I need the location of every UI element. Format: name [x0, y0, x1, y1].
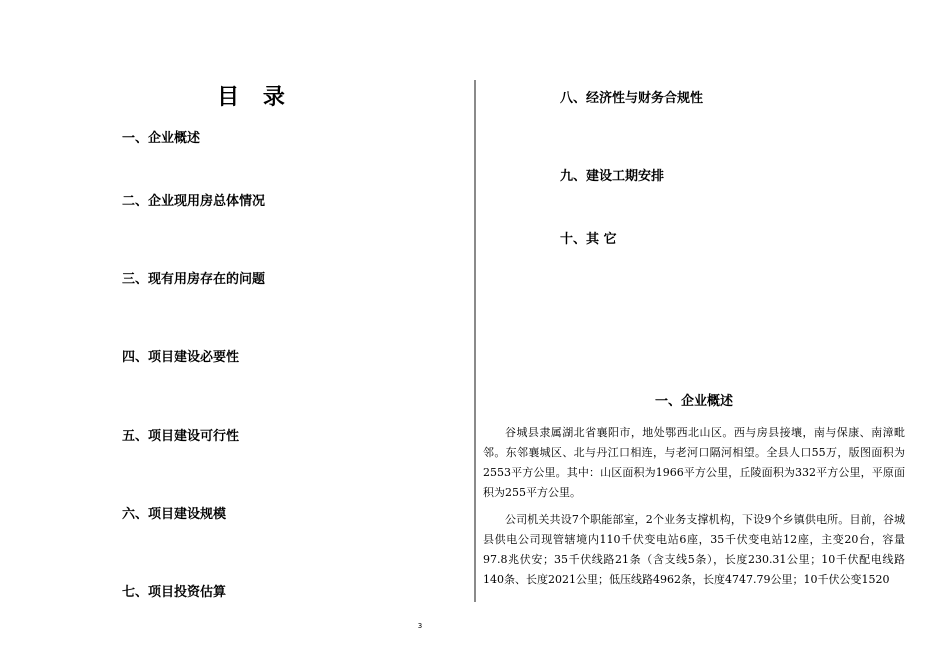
- body-paragraph-1: 谷城县隶属湖北省襄阳市，地处鄂西北山区。西与房县接壤，南与保康、南漳毗邻。东邻襄城区、北与丹江口相连，与老河口隔河相望。全县人口55万，版图面积为2553平方公里。其中：山区面积为1966平方公里，丘陵面积为332平方公里，平原面积为255平方公里。: [483, 426, 905, 499]
- page-number: 3: [417, 622, 423, 630]
- toc-item-4: 四、项目建设必要性: [122, 350, 240, 365]
- toc-item-7: 七、项目投资估算: [122, 585, 227, 600]
- body-paragraph-2: 公司机关共设7个职能部室，2个业务支撑机构，下设9个乡镇供电所。目前，谷城县供电公司现管辖境内110千伏变电站6座，35千伏变电站12座，主变20台，容量97.8兆伏安；35千伏线路21条（含支线5条），长度230.31公里；10千伏配电线路140条、长度2021公里；低压线路4962条，长度4747.79公里；10千伏公变1520: [483, 513, 905, 586]
- toc-item-3: 三、现有用房存在的问题: [122, 272, 266, 287]
- toc-item-2: 二、企业现用房总体情况: [122, 194, 266, 209]
- toc-item-1: 一、企业概述: [122, 131, 201, 146]
- toc-item-6: 六、项目建设规模: [122, 507, 227, 522]
- toc-item-10: 十、其 它: [560, 232, 617, 247]
- toc-title: 目 录: [217, 84, 293, 110]
- toc-item-5: 五、项目建设可行性: [122, 429, 240, 444]
- column-divider: [474, 80, 476, 602]
- toc-item-8: 八、经济性与财务合规性: [560, 91, 704, 106]
- section-heading: 一、企业概述: [654, 394, 733, 409]
- toc-item-9: 九、建设工期安排: [560, 169, 665, 184]
